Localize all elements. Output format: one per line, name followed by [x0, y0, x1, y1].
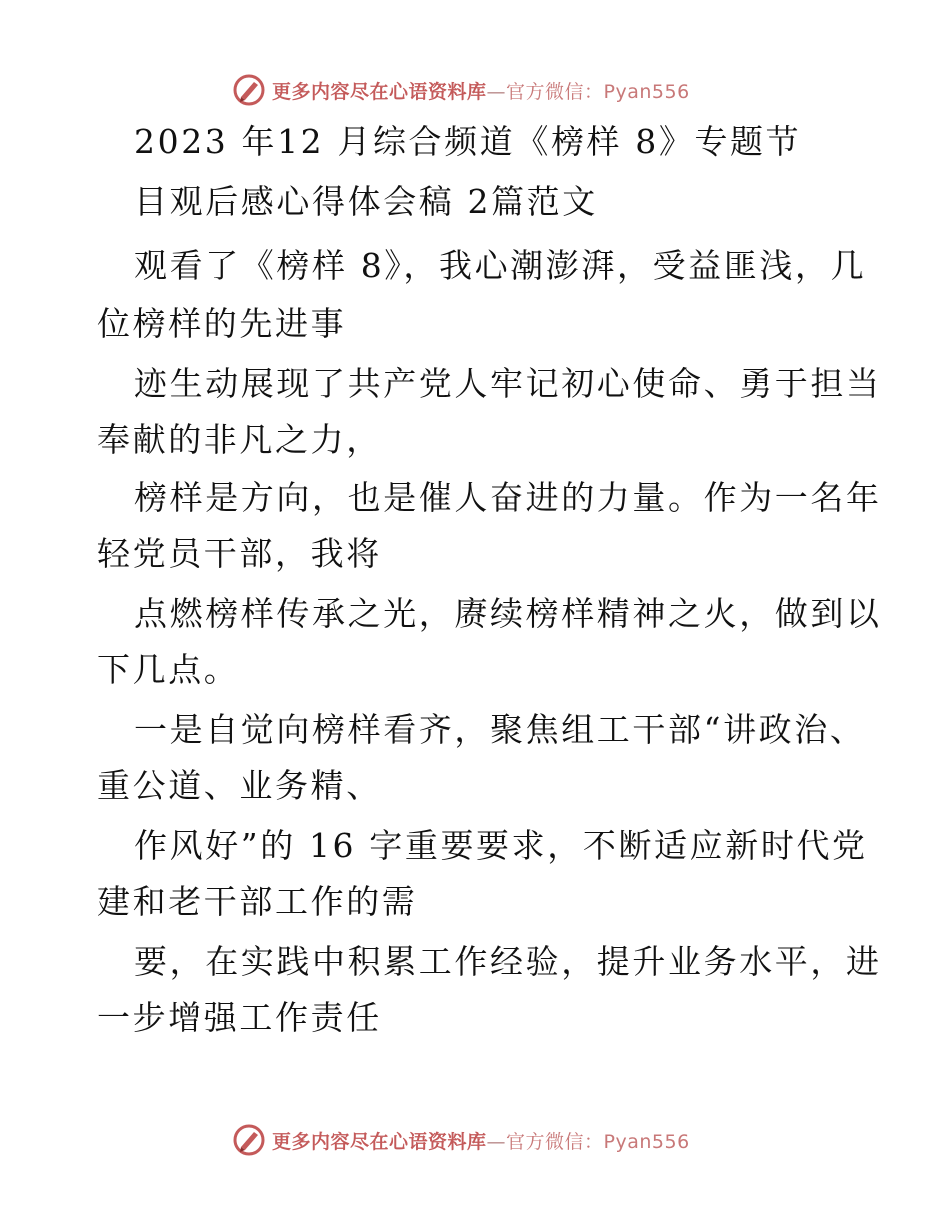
pen-logo-icon — [232, 73, 266, 107]
paragraph-line: 榜样是方向，也是催人奋进的力量。作为一名年 — [134, 478, 882, 517]
paragraph-line: 作风好”的 16 字重要要求，不断适应新时代党 — [134, 826, 868, 865]
paragraph-line: 观看了《榜样 8》，我心潮澎湃，受益匪浅，几 — [134, 246, 867, 285]
paragraph-line: 迹生动展现了共产党人牢记初心使命、勇于担当 — [134, 364, 882, 403]
watermark-separator: — — [486, 1130, 507, 1153]
paragraph-line: 一步增强工作责任 — [97, 998, 382, 1037]
paragraph-line: 要，在实践中积累工作经验，提升业务水平，进 — [134, 942, 882, 981]
watermark-contact: 官方微信：Pyan556 — [506, 80, 690, 103]
title-line-1: 2023 年12 月综合频道《榜样 8》专题节 — [134, 122, 802, 161]
watermark-separator: — — [486, 80, 507, 103]
paragraph-line: 建和老干部工作的需 — [97, 882, 418, 921]
paragraph-line: 点燃榜样传承之光，赓续榜样精神之火，做到以 — [134, 594, 882, 633]
paragraph-line: 一是自觉向榜样看齐，聚焦组工干部“讲政治、 — [134, 710, 866, 749]
paragraph-line: 位榜样的先进事 — [97, 304, 347, 343]
footer-watermark — [232, 1120, 690, 1160]
watermark-contact: 官方微信：Pyan556 — [506, 1130, 690, 1153]
pen-logo-icon — [232, 1123, 266, 1157]
paragraph-line: 轻党员干部，我将 — [97, 534, 382, 573]
paragraph-line: 下几点。 — [97, 650, 240, 689]
paragraph-line: 重公道、业务精、 — [97, 766, 382, 805]
title-line-2: 目观后感心得体会稿 2篇范文 — [134, 182, 598, 221]
paragraph-line: 奉献的非凡之力， — [97, 420, 382, 459]
watermark-title: 更多内容尽在心语资料库 — [272, 1130, 487, 1153]
header-watermark — [232, 70, 690, 110]
watermark-title: 更多内容尽在心语资料库 — [272, 80, 487, 103]
